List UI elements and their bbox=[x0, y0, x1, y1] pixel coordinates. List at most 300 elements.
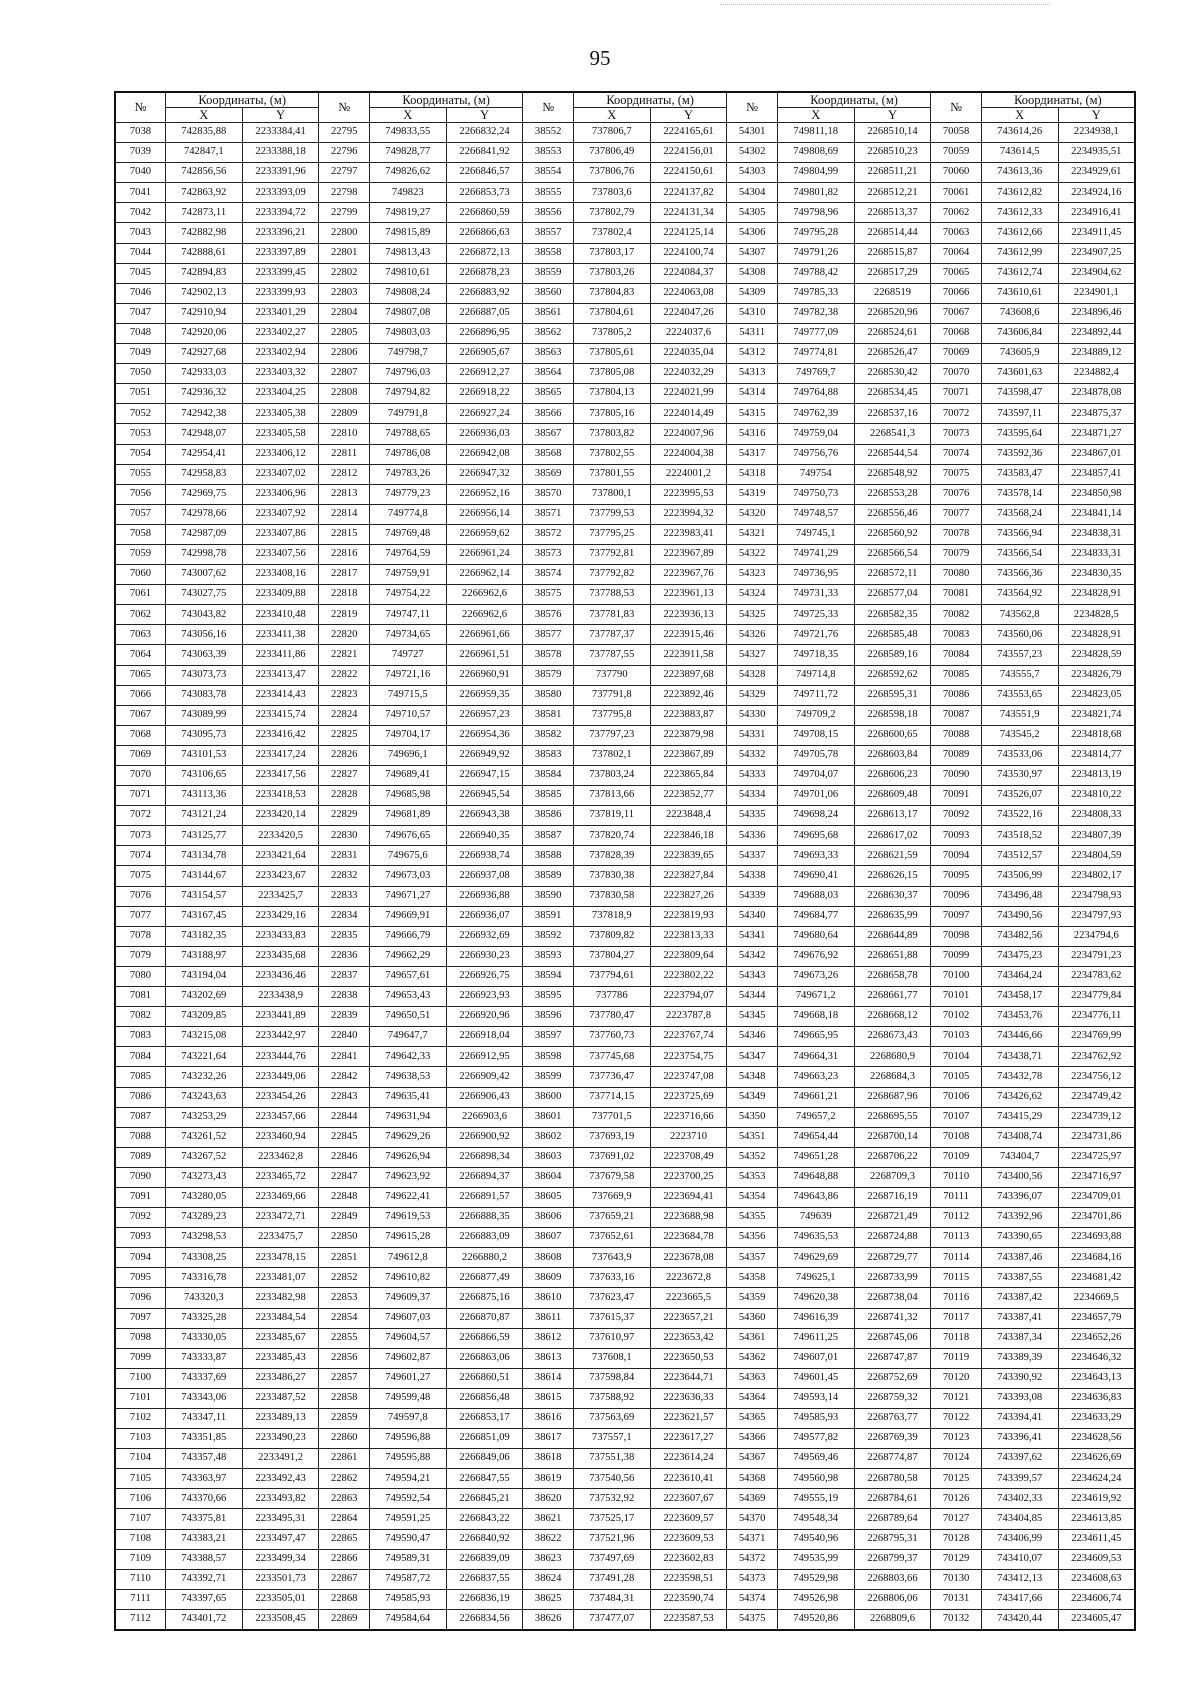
y-coordinate: 2266912,27 bbox=[446, 364, 523, 384]
y-coordinate: 2223794,07 bbox=[650, 987, 727, 1007]
point-number: 38611 bbox=[523, 1308, 573, 1328]
table-row bbox=[115, 1067, 1135, 1087]
point-number: 22852 bbox=[319, 1268, 369, 1288]
point-number: 70108 bbox=[931, 1127, 981, 1147]
x-coordinate: 749612,8 bbox=[369, 1248, 446, 1268]
y-coordinate: 2266840,92 bbox=[446, 1529, 523, 1549]
x-coordinate: 749708,15 bbox=[777, 725, 854, 745]
x-coordinate: 749783,26 bbox=[369, 464, 446, 484]
y-coordinate: 2234628,56 bbox=[1058, 1429, 1135, 1449]
point-number: 54365 bbox=[727, 1409, 777, 1429]
point-number: 38578 bbox=[523, 645, 573, 665]
point-number: 22825 bbox=[319, 725, 369, 745]
y-coordinate: 2234826,79 bbox=[1058, 665, 1135, 685]
point-number: 22802 bbox=[319, 263, 369, 283]
x-coordinate: 749828,77 bbox=[369, 143, 446, 163]
point-number: 70098 bbox=[931, 926, 981, 946]
point-number: 54303 bbox=[727, 163, 777, 183]
x-coordinate: 749681,89 bbox=[369, 806, 446, 826]
table-row bbox=[115, 223, 1135, 243]
x-coordinate: 749657,61 bbox=[369, 966, 446, 986]
x-coordinate: 737794,61 bbox=[573, 966, 650, 986]
point-number: 22801 bbox=[319, 243, 369, 263]
y-coordinate: 2266887,05 bbox=[446, 303, 523, 323]
y-coordinate: 2266843,22 bbox=[446, 1509, 523, 1529]
point-number: 70090 bbox=[931, 766, 981, 786]
point-number: 22841 bbox=[319, 1047, 369, 1067]
x-coordinate: 743363,97 bbox=[165, 1469, 242, 1489]
y-coordinate: 2223848,4 bbox=[650, 806, 727, 826]
y-coordinate: 2266870,87 bbox=[446, 1308, 523, 1328]
y-coordinate: 2223708,49 bbox=[650, 1147, 727, 1167]
point-number: 7075 bbox=[115, 866, 165, 886]
x-coordinate: 749803,03 bbox=[369, 323, 446, 343]
table-row bbox=[115, 1549, 1135, 1569]
point-number: 22867 bbox=[319, 1569, 369, 1589]
x-coordinate: 743496,48 bbox=[981, 886, 1058, 906]
point-number: 7106 bbox=[115, 1489, 165, 1509]
x-coordinate: 737693,19 bbox=[573, 1127, 650, 1147]
y-coordinate: 2223747,08 bbox=[650, 1067, 727, 1087]
point-number: 22847 bbox=[319, 1167, 369, 1187]
x-coordinate: 743289,23 bbox=[165, 1208, 242, 1228]
y-coordinate: 2233489,13 bbox=[242, 1409, 319, 1429]
point-number: 7044 bbox=[115, 243, 165, 263]
y-coordinate: 2266961,51 bbox=[446, 645, 523, 665]
y-coordinate: 2223995,53 bbox=[650, 484, 727, 504]
point-number: 38624 bbox=[523, 1569, 573, 1589]
x-coordinate: 743566,94 bbox=[981, 524, 1058, 544]
y-coordinate: 2268510,23 bbox=[854, 143, 931, 163]
y-coordinate: 2233481,07 bbox=[242, 1268, 319, 1288]
x-coordinate: 749526,98 bbox=[777, 1589, 854, 1609]
x-coordinate: 743194,04 bbox=[165, 966, 242, 986]
point-number: 70062 bbox=[931, 203, 981, 223]
x-coordinate: 743387,41 bbox=[981, 1308, 1058, 1328]
point-number: 54358 bbox=[727, 1268, 777, 1288]
table-row bbox=[115, 283, 1135, 303]
x-coordinate: 749711,72 bbox=[777, 685, 854, 705]
y-coordinate: 2223897,68 bbox=[650, 665, 727, 685]
x-coordinate: 743399,57 bbox=[981, 1469, 1058, 1489]
y-coordinate: 2268519 bbox=[854, 283, 931, 303]
y-coordinate: 2266960,91 bbox=[446, 665, 523, 685]
point-number: 7103 bbox=[115, 1429, 165, 1449]
x-coordinate: 743375,81 bbox=[165, 1509, 242, 1529]
x-coordinate: 737800,1 bbox=[573, 484, 650, 504]
y-coordinate: 2233508,45 bbox=[242, 1609, 319, 1630]
x-coordinate: 743432,78 bbox=[981, 1067, 1058, 1087]
table-row bbox=[115, 1569, 1135, 1589]
point-number: 22853 bbox=[319, 1288, 369, 1308]
x-coordinate: 742978,66 bbox=[165, 504, 242, 524]
point-number: 54319 bbox=[727, 484, 777, 504]
point-number: 54313 bbox=[727, 364, 777, 384]
point-number: 38563 bbox=[523, 344, 573, 364]
y-coordinate: 2266839,09 bbox=[446, 1549, 523, 1569]
point-number: 54341 bbox=[727, 926, 777, 946]
point-number: 38622 bbox=[523, 1529, 573, 1549]
point-number: 22866 bbox=[319, 1549, 369, 1569]
x-coordinate: 749680,64 bbox=[777, 926, 854, 946]
y-coordinate: 2268687,96 bbox=[854, 1087, 931, 1107]
y-coordinate: 2224165,61 bbox=[650, 123, 727, 143]
point-number: 38556 bbox=[523, 203, 573, 223]
x-coordinate: 743410,07 bbox=[981, 1549, 1058, 1569]
table-row bbox=[115, 1489, 1135, 1509]
x-coordinate: 743475,23 bbox=[981, 946, 1058, 966]
x-coordinate: 742835,88 bbox=[165, 123, 242, 143]
x-coordinate: 743482,56 bbox=[981, 926, 1058, 946]
x-coordinate: 749607,03 bbox=[369, 1308, 446, 1328]
x-coordinate: 749731,33 bbox=[777, 585, 854, 605]
y-coordinate: 2268556,46 bbox=[854, 504, 931, 524]
point-number: 38605 bbox=[523, 1187, 573, 1207]
y-coordinate: 2234769,99 bbox=[1058, 1027, 1135, 1047]
point-number: 54324 bbox=[727, 585, 777, 605]
point-number: 70116 bbox=[931, 1288, 981, 1308]
x-coordinate: 749819,27 bbox=[369, 203, 446, 223]
table-row bbox=[115, 866, 1135, 886]
point-number: 22812 bbox=[319, 464, 369, 484]
point-number: 70065 bbox=[931, 263, 981, 283]
x-coordinate: 749638,53 bbox=[369, 1067, 446, 1087]
point-number: 70110 bbox=[931, 1167, 981, 1187]
x-coordinate: 749535,99 bbox=[777, 1549, 854, 1569]
point-number: 22829 bbox=[319, 806, 369, 826]
y-coordinate: 2234938,1 bbox=[1058, 123, 1135, 143]
point-number: 22843 bbox=[319, 1087, 369, 1107]
x-coordinate: 749759,04 bbox=[777, 424, 854, 444]
y-coordinate: 2268577,04 bbox=[854, 585, 931, 605]
x-coordinate: 743555,7 bbox=[981, 665, 1058, 685]
y-coordinate: 2233482,98 bbox=[242, 1288, 319, 1308]
point-number: 70114 bbox=[931, 1248, 981, 1268]
y-coordinate: 2233394,72 bbox=[242, 203, 319, 223]
x-coordinate: 749833,55 bbox=[369, 123, 446, 143]
point-number: 22834 bbox=[319, 906, 369, 926]
y-coordinate: 2233438,9 bbox=[242, 987, 319, 1007]
x-coordinate: 749639 bbox=[777, 1208, 854, 1228]
y-coordinate: 2266888,35 bbox=[446, 1208, 523, 1228]
table-row bbox=[115, 1449, 1135, 1469]
x-coordinate: 743553,65 bbox=[981, 685, 1058, 705]
y-coordinate: 2234911,45 bbox=[1058, 223, 1135, 243]
table-row bbox=[115, 263, 1135, 283]
x-coordinate: 743601,63 bbox=[981, 364, 1058, 384]
x-coordinate: 743608,6 bbox=[981, 303, 1058, 323]
point-number: 38583 bbox=[523, 745, 573, 765]
header-number: № bbox=[931, 92, 981, 123]
y-coordinate: 2266920,96 bbox=[446, 1007, 523, 1027]
y-coordinate: 2234779,84 bbox=[1058, 987, 1135, 1007]
y-coordinate: 2268709,3 bbox=[854, 1167, 931, 1187]
point-number: 7061 bbox=[115, 585, 165, 605]
point-number: 22860 bbox=[319, 1429, 369, 1449]
table-row bbox=[115, 725, 1135, 745]
y-coordinate: 2223809,64 bbox=[650, 946, 727, 966]
y-coordinate: 2234808,33 bbox=[1058, 806, 1135, 826]
point-number: 54307 bbox=[727, 243, 777, 263]
x-coordinate: 737806,76 bbox=[573, 163, 650, 183]
point-number: 7098 bbox=[115, 1328, 165, 1348]
x-coordinate: 749673,03 bbox=[369, 866, 446, 886]
table-row bbox=[115, 203, 1135, 223]
point-number: 38592 bbox=[523, 926, 573, 946]
y-coordinate: 2234838,31 bbox=[1058, 524, 1135, 544]
x-coordinate: 749569,46 bbox=[777, 1449, 854, 1469]
point-number: 7065 bbox=[115, 665, 165, 685]
y-coordinate: 2268747,87 bbox=[854, 1348, 931, 1368]
point-number: 7039 bbox=[115, 143, 165, 163]
y-coordinate: 2233411,38 bbox=[242, 625, 319, 645]
y-coordinate: 2224131,34 bbox=[650, 203, 727, 223]
y-coordinate: 2233472,71 bbox=[242, 1208, 319, 1228]
x-coordinate: 737787,37 bbox=[573, 625, 650, 645]
y-coordinate: 2233441,89 bbox=[242, 1007, 319, 1027]
x-coordinate: 737608,1 bbox=[573, 1348, 650, 1368]
x-coordinate: 743426,62 bbox=[981, 1087, 1058, 1107]
x-coordinate: 749750,73 bbox=[777, 484, 854, 504]
point-number: 7048 bbox=[115, 323, 165, 343]
point-number: 70122 bbox=[931, 1409, 981, 1429]
y-coordinate: 2266961,66 bbox=[446, 625, 523, 645]
table-row bbox=[115, 987, 1135, 1007]
y-coordinate: 2234904,62 bbox=[1058, 263, 1135, 283]
point-number: 7041 bbox=[115, 183, 165, 203]
y-coordinate: 2234646,32 bbox=[1058, 1348, 1135, 1368]
x-coordinate: 743101,53 bbox=[165, 745, 242, 765]
point-number: 70113 bbox=[931, 1228, 981, 1248]
x-coordinate: 743113,36 bbox=[165, 786, 242, 806]
table-row bbox=[115, 1087, 1135, 1107]
point-number: 54355 bbox=[727, 1208, 777, 1228]
y-coordinate: 2268680,9 bbox=[854, 1047, 931, 1067]
y-coordinate: 2233423,67 bbox=[242, 866, 319, 886]
x-coordinate: 749668,18 bbox=[777, 1007, 854, 1027]
point-number: 38589 bbox=[523, 866, 573, 886]
table-row bbox=[115, 665, 1135, 685]
point-number: 54326 bbox=[727, 625, 777, 645]
y-coordinate: 2234807,39 bbox=[1058, 826, 1135, 846]
x-coordinate: 749690,41 bbox=[777, 866, 854, 886]
point-number: 38562 bbox=[523, 323, 573, 343]
y-coordinate: 2266883,09 bbox=[446, 1228, 523, 1248]
point-number: 7053 bbox=[115, 424, 165, 444]
point-number: 7101 bbox=[115, 1388, 165, 1408]
x-coordinate: 749696,1 bbox=[369, 745, 446, 765]
point-number: 54329 bbox=[727, 685, 777, 705]
x-coordinate: 749673,26 bbox=[777, 966, 854, 986]
x-coordinate: 737803,26 bbox=[573, 263, 650, 283]
x-coordinate: 742882,98 bbox=[165, 223, 242, 243]
point-number: 54318 bbox=[727, 464, 777, 484]
header-number: № bbox=[115, 92, 165, 123]
point-number: 7102 bbox=[115, 1409, 165, 1429]
y-coordinate: 2223846,18 bbox=[650, 826, 727, 846]
x-coordinate: 743566,36 bbox=[981, 565, 1058, 585]
point-number: 38554 bbox=[523, 163, 573, 183]
x-coordinate: 749798,96 bbox=[777, 203, 854, 223]
y-coordinate: 2223802,22 bbox=[650, 966, 727, 986]
y-coordinate: 2233388,18 bbox=[242, 143, 319, 163]
x-coordinate: 742863,92 bbox=[165, 183, 242, 203]
point-number: 70089 bbox=[931, 745, 981, 765]
x-coordinate: 743056,16 bbox=[165, 625, 242, 645]
point-number: 22828 bbox=[319, 786, 369, 806]
x-coordinate: 737830,58 bbox=[573, 886, 650, 906]
y-coordinate: 2266926,75 bbox=[446, 966, 523, 986]
point-number: 70123 bbox=[931, 1429, 981, 1449]
table-row bbox=[115, 123, 1135, 143]
x-coordinate: 749590,47 bbox=[369, 1529, 446, 1549]
x-coordinate: 737799,53 bbox=[573, 504, 650, 524]
point-number: 38572 bbox=[523, 524, 573, 544]
table-row bbox=[115, 1509, 1135, 1529]
y-coordinate: 2234929,61 bbox=[1058, 163, 1135, 183]
y-coordinate: 2233407,56 bbox=[242, 544, 319, 564]
y-coordinate: 2223961,13 bbox=[650, 585, 727, 605]
point-number: 54321 bbox=[727, 524, 777, 544]
x-coordinate: 737809,82 bbox=[573, 926, 650, 946]
y-coordinate: 2268658,78 bbox=[854, 966, 931, 986]
x-coordinate: 737813,66 bbox=[573, 786, 650, 806]
y-coordinate: 2266959,35 bbox=[446, 685, 523, 705]
table-row bbox=[115, 1529, 1135, 1549]
y-coordinate: 2234857,41 bbox=[1058, 464, 1135, 484]
y-coordinate: 2266947,32 bbox=[446, 464, 523, 484]
point-number: 7093 bbox=[115, 1228, 165, 1248]
y-coordinate: 2233384,41 bbox=[242, 123, 319, 143]
point-number: 70132 bbox=[931, 1609, 981, 1630]
point-number: 7072 bbox=[115, 806, 165, 826]
point-number: 54328 bbox=[727, 665, 777, 685]
point-number: 54327 bbox=[727, 645, 777, 665]
table-row bbox=[115, 1609, 1135, 1630]
x-coordinate: 749810,61 bbox=[369, 263, 446, 283]
y-coordinate: 2266954,36 bbox=[446, 725, 523, 745]
point-number: 7087 bbox=[115, 1107, 165, 1127]
header-y: Y bbox=[446, 108, 523, 123]
x-coordinate: 749622,41 bbox=[369, 1187, 446, 1207]
point-number: 54373 bbox=[727, 1569, 777, 1589]
point-number: 7038 bbox=[115, 123, 165, 143]
y-coordinate: 2233420,14 bbox=[242, 806, 319, 826]
point-number: 38595 bbox=[523, 987, 573, 1007]
point-number: 22849 bbox=[319, 1208, 369, 1228]
point-number: 22826 bbox=[319, 745, 369, 765]
x-coordinate: 737633,16 bbox=[573, 1268, 650, 1288]
y-coordinate: 2234889,12 bbox=[1058, 344, 1135, 364]
y-coordinate: 2268673,43 bbox=[854, 1027, 931, 1047]
x-coordinate: 743605,9 bbox=[981, 344, 1058, 364]
y-coordinate: 2233425,7 bbox=[242, 886, 319, 906]
x-coordinate: 743490,56 bbox=[981, 906, 1058, 926]
y-coordinate: 2266836,19 bbox=[446, 1589, 523, 1609]
point-number: 7095 bbox=[115, 1268, 165, 1288]
x-coordinate: 749710,57 bbox=[369, 705, 446, 725]
x-coordinate: 743243,63 bbox=[165, 1087, 242, 1107]
x-coordinate: 743134,78 bbox=[165, 846, 242, 866]
x-coordinate: 749804,99 bbox=[777, 163, 854, 183]
point-number: 38626 bbox=[523, 1609, 573, 1630]
table-row bbox=[115, 826, 1135, 846]
point-number: 38579 bbox=[523, 665, 573, 685]
y-coordinate: 2233486,27 bbox=[242, 1368, 319, 1388]
x-coordinate: 743402,33 bbox=[981, 1489, 1058, 1509]
y-coordinate: 2268733,99 bbox=[854, 1268, 931, 1288]
point-number: 7078 bbox=[115, 926, 165, 946]
y-coordinate: 2224137,82 bbox=[650, 183, 727, 203]
x-coordinate: 742856,56 bbox=[165, 163, 242, 183]
x-coordinate: 749669,91 bbox=[369, 906, 446, 926]
point-number: 7062 bbox=[115, 605, 165, 625]
x-coordinate: 743388,57 bbox=[165, 1549, 242, 1569]
y-coordinate: 2268806,06 bbox=[854, 1589, 931, 1609]
scan-artifact-line bbox=[720, 4, 1050, 6]
x-coordinate: 749801,82 bbox=[777, 183, 854, 203]
x-coordinate: 743333,87 bbox=[165, 1348, 242, 1368]
point-number: 38603 bbox=[523, 1147, 573, 1167]
y-coordinate: 2223994,32 bbox=[650, 504, 727, 524]
x-coordinate: 749747,11 bbox=[369, 605, 446, 625]
x-coordinate: 737804,13 bbox=[573, 384, 650, 404]
y-coordinate: 2233407,02 bbox=[242, 464, 319, 484]
point-number: 70073 bbox=[931, 424, 981, 444]
y-coordinate: 2268721,49 bbox=[854, 1208, 931, 1228]
x-coordinate: 743392,96 bbox=[981, 1208, 1058, 1228]
y-coordinate: 2223665,5 bbox=[650, 1288, 727, 1308]
point-number: 54317 bbox=[727, 444, 777, 464]
x-coordinate: 743330,05 bbox=[165, 1328, 242, 1348]
y-coordinate: 2234739,12 bbox=[1058, 1107, 1135, 1127]
point-number: 22855 bbox=[319, 1328, 369, 1348]
table-row bbox=[115, 344, 1135, 364]
x-coordinate: 743464,24 bbox=[981, 966, 1058, 986]
y-coordinate: 2266938,74 bbox=[446, 846, 523, 866]
x-coordinate: 743595,64 bbox=[981, 424, 1058, 444]
point-number: 70099 bbox=[931, 946, 981, 966]
y-coordinate: 2266875,16 bbox=[446, 1288, 523, 1308]
x-coordinate: 737795,25 bbox=[573, 524, 650, 544]
x-coordinate: 749647,7 bbox=[369, 1027, 446, 1047]
table-row bbox=[115, 1167, 1135, 1187]
y-coordinate: 2233420,5 bbox=[242, 826, 319, 846]
header-y: Y bbox=[242, 108, 319, 123]
point-number: 7089 bbox=[115, 1147, 165, 1167]
x-coordinate: 743089,99 bbox=[165, 705, 242, 725]
point-number: 70130 bbox=[931, 1569, 981, 1589]
point-number: 70092 bbox=[931, 806, 981, 826]
point-number: 70080 bbox=[931, 565, 981, 585]
y-coordinate: 2268520,96 bbox=[854, 303, 931, 323]
x-coordinate: 743351,85 bbox=[165, 1429, 242, 1449]
x-coordinate: 737781,83 bbox=[573, 605, 650, 625]
table-row bbox=[115, 1228, 1135, 1248]
x-coordinate: 737806,7 bbox=[573, 123, 650, 143]
point-number: 7066 bbox=[115, 685, 165, 705]
x-coordinate: 743598,47 bbox=[981, 384, 1058, 404]
y-coordinate: 2234818,68 bbox=[1058, 725, 1135, 745]
point-number: 7083 bbox=[115, 1027, 165, 1047]
y-coordinate: 2224032,29 bbox=[650, 364, 727, 384]
point-number: 54352 bbox=[727, 1147, 777, 1167]
point-number: 22868 bbox=[319, 1589, 369, 1609]
point-number: 54301 bbox=[727, 123, 777, 143]
point-number: 38610 bbox=[523, 1288, 573, 1308]
y-coordinate: 2224125,14 bbox=[650, 223, 727, 243]
x-coordinate: 749777,09 bbox=[777, 323, 854, 343]
